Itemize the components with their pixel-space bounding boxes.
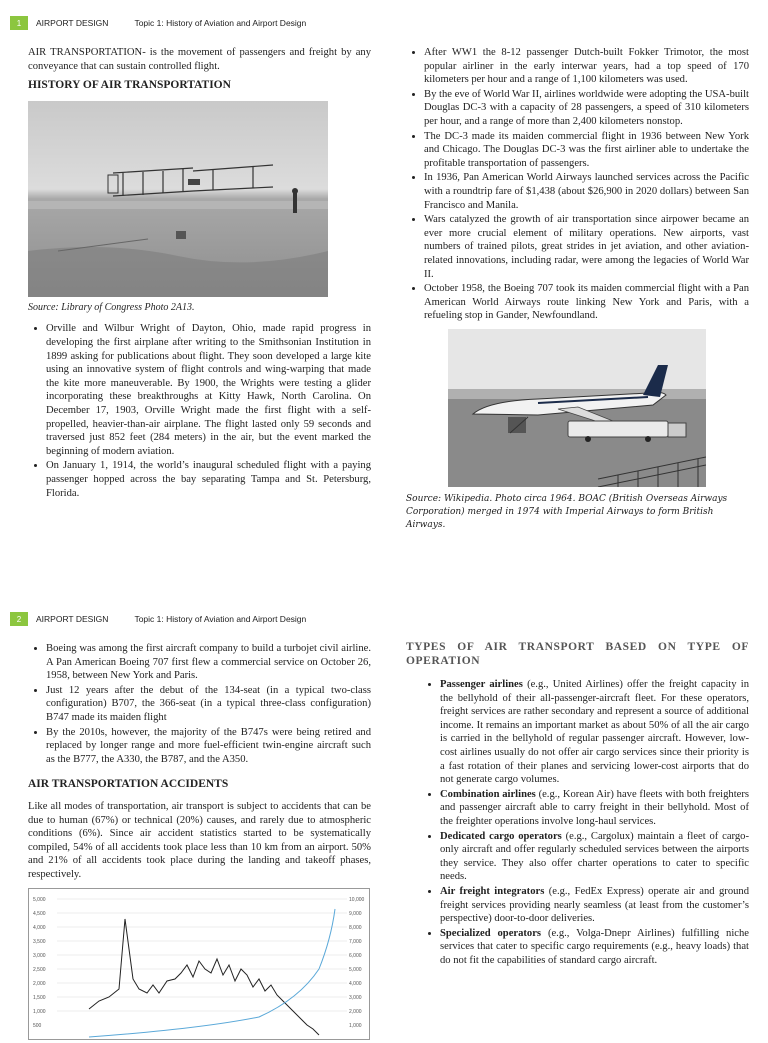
left-axis-tick: 5,000	[33, 896, 46, 903]
list-item: • Boeing was among the first aircraft company to build a turbojet civil airline. A Pan American Boeing 707 first flew a commercial service on October 26, 1958, between New York and Paris.	[46, 642, 371, 683]
photo1-caption: Source: Library of Congress Photo 2A13.	[28, 301, 195, 313]
left-axis-tick: 4,500	[33, 910, 46, 917]
page-header	[10, 16, 306, 30]
left-bullet-list	[28, 322, 371, 500]
header-topic: Topic 1: History of Aviation and Airport Design	[134, 614, 307, 624]
types-heading: TYPES OF AIR TRANSPORT BASED ON TYPE OF OPERATION	[406, 641, 749, 667]
accidents-chart-svg	[29, 889, 369, 1039]
list-item: • After WW1 the 8-12 passenger Dutch-built Fokker Trimotor, the most popular airliner in the early interwar years, had a top speed of 170 kilometers per hour and a range of 1,100 kilometers was used.	[424, 46, 749, 87]
right-axis-tick: 3,000	[349, 994, 362, 1001]
right-column	[406, 46, 749, 538]
left-axis-tick: 1,000	[33, 1008, 46, 1015]
right-axis-tick: 4,000	[349, 980, 362, 987]
right-axis-tick: 2,000	[349, 1008, 362, 1015]
header-title: AIRPORT DESIGN	[36, 18, 109, 28]
left-bullet-list	[28, 642, 371, 766]
accidents-heading: AIR TRANSPORTATION ACCIDENTS	[28, 778, 229, 791]
fatalities-line	[89, 919, 319, 1035]
type-description: (e.g., Volga-Dnepr Airlines) fulfilling niche services that cater to specific cargo requirements (e.g., heavy loads) that do not fit the capabilities of standard cargo aircraft.	[440, 927, 749, 966]
list-item: • On January 1, 1914, the world’s inaugural scheduled flight with a paying passenger hopped across the bay separating Tampa and St. Petersburg, Florida.	[46, 459, 371, 500]
page-number-badge: 2	[10, 612, 28, 626]
page-header	[10, 612, 306, 626]
list-item	[440, 927, 749, 968]
right-axis-tick: 5,000	[349, 966, 362, 973]
list-item: • Wars catalyzed the growth of air transportation since airpower became an ever more crucial element of military operations. New airports, vast numbers of trained pilots, great strides in jet aviation, and other aviation-related innovations, including radar, were among the legacies of World War II.	[424, 213, 749, 281]
list-item	[440, 678, 749, 787]
right-axis-tick: 10,000	[349, 896, 365, 903]
photo2-caption: Source: Wikipedia. Photo circa 1964. BOAC (British Overseas Airways Corporation) merged in 1974 with Imperial Airways to form British Airways.	[406, 493, 728, 530]
types-list	[406, 678, 749, 967]
list-item: • By the 2010s, however, the majority of the B747s were being retired and replaced by longer range and more fuel-efficient twin-engine aircraft such as the B777, the A330, the B787, and the A350.	[46, 726, 371, 767]
list-item: • Just 12 years after the debut of the 134-seat (in a typical two-class configuration) B707, the 366-seat (in a typical three-class configuration) B747 made its maiden flight	[46, 684, 371, 725]
left-axis-tick: 4,000	[33, 924, 46, 931]
accidents-paragraph: Like all modes of transportation, air transport is subject to accidents that can be due to human (67%) or technical (20%) causes, and rarely due to atmospheric conditions (6%). Since air accident statistics started to be systematically compiled, 54% of all accidents took place less than 10 km from an airport. 50% and 21% of all accidents took place during the landing and takeoff phases, respectively.	[28, 800, 371, 880]
left-column	[28, 642, 371, 1040]
right-axis-tick: 1,000	[349, 1022, 362, 1029]
type-term: Air freight integrators	[440, 885, 545, 897]
type-term: Specialized operators	[440, 927, 542, 939]
right-column	[406, 640, 749, 968]
page-2	[0, 590, 768, 1029]
left-axis-tick: 2,000	[33, 980, 46, 987]
left-axis-tick: 3,500	[33, 938, 46, 945]
header-topic: Topic 1: History of Aviation and Airport Design	[134, 18, 307, 28]
right-axis-tick: 8,000	[349, 924, 362, 931]
intro-paragraph: AIR TRANSPORTATION- is the movement of passengers and freight by any conveyance that can sustain controlled flight.	[28, 47, 371, 72]
list-item	[440, 788, 749, 829]
right-bullet-list	[406, 46, 749, 323]
accidents-chart	[28, 888, 370, 1040]
page-number-badge: 1	[10, 16, 28, 30]
type-term: Passenger airlines	[440, 679, 523, 690]
type-description: (e.g., United Airlines) offer the freight capacity in the bellyhold of their all-passenger-aircraft fleet. For these operators, freight services are rather secondary and represent a source of additional income. It remains an important market as about 50% of all the air cargo is carried in the bellyhold of regular passenger aircraft. However, low-cost airlines usually do not offer air cargo services since their priority is a fast rotation of their planes and servicing lower-cost airports that do not generate cargo volumes.	[440, 679, 749, 786]
type-description: (e.g., Korean Air) have fleets with both freighters and passenger aircraft able to carry freight in their bellyhold. Most of the freighter operations involve long-haul services.	[440, 788, 749, 827]
wright-flyer-photo	[28, 101, 328, 297]
right-axis-tick: 7,000	[349, 938, 362, 945]
type-description: (e.g., FedEx Express) operate air and ground freight services providing nearly seamless (at least from the customer’s perspective) door-to-door deliveries.	[440, 885, 750, 925]
history-heading: HISTORY OF AIR TRANSPORTATION	[28, 79, 231, 92]
type-description: (e.g., Cargolux) maintain a fleet of cargo-only aircraft and offer regularly scheduled services between the airports they service. They also offer charter operations to cater to specific needs.	[440, 830, 749, 883]
left-axis-tick: 3,000	[33, 952, 46, 959]
list-item: • By the eve of World War II, airlines worldwide were adopting the USA-built Douglas DC-3 with a capacity of 28 passengers, a speed of 310 kilometers per hour, and a range of more than 2,400 kilometers nonstop.	[424, 88, 749, 129]
wright-flyer-image	[28, 101, 328, 297]
type-term: Dedicated cargo operators	[440, 830, 562, 842]
list-item: • October 1958, the Boeing 707 took its maiden commercial flight with a Pan American World Airways route linking New York and Paris, with a refueling stop in Gander, Newfoundland.	[424, 282, 749, 323]
left-axis-tick: 1,500	[33, 994, 46, 1001]
list-item: • Orville and Wilbur Wright of Dayton, Ohio, made rapid progress in developing the first airplane after writing to the Smithsonian Institution in 1899 asking for publications about flight. They soon developed a large kite using an innovative system of flight controls and wing-warping that made the kite more maneuverable. By 1900, the Wrights were testing a glider incorporating these breakthroughs at Kitty Hawk, North Carolina. On December 17, 1903, Orville Wright made the first flight with a self-propelled, heavier-than-air airplane. The flight lasted only 59 seconds and traversed just 852 feet (284 meters) in the air, but the event marked the beginning of modern aviation.	[46, 322, 371, 458]
left-axis-tick: 500	[33, 1022, 42, 1029]
left-column	[28, 46, 371, 501]
right-axis-tick: 6,000	[349, 952, 362, 959]
left-axis-tick: 2,500	[33, 966, 46, 973]
boeing-707-image	[448, 329, 706, 487]
boeing-707-photo	[448, 329, 706, 487]
header-title: AIRPORT DESIGN	[36, 614, 109, 624]
list-item	[440, 885, 749, 926]
type-term: Combination airlines	[440, 788, 536, 800]
list-item	[440, 830, 749, 884]
list-item: • In 1936, Pan American World Airways launched services across the Pacific with a roundtrip fare of $1,438 (about $26,900 in 2020 dollars) between San Francisco and Manila.	[424, 171, 749, 212]
right-axis-tick: 9,000	[349, 910, 362, 917]
list-item: • The DC-3 made its maiden commercial flight in 1936 between New York and Chicago. The Douglas DC-3 was the first airliner able to undertake the profitable transportation of passengers.	[424, 130, 749, 171]
